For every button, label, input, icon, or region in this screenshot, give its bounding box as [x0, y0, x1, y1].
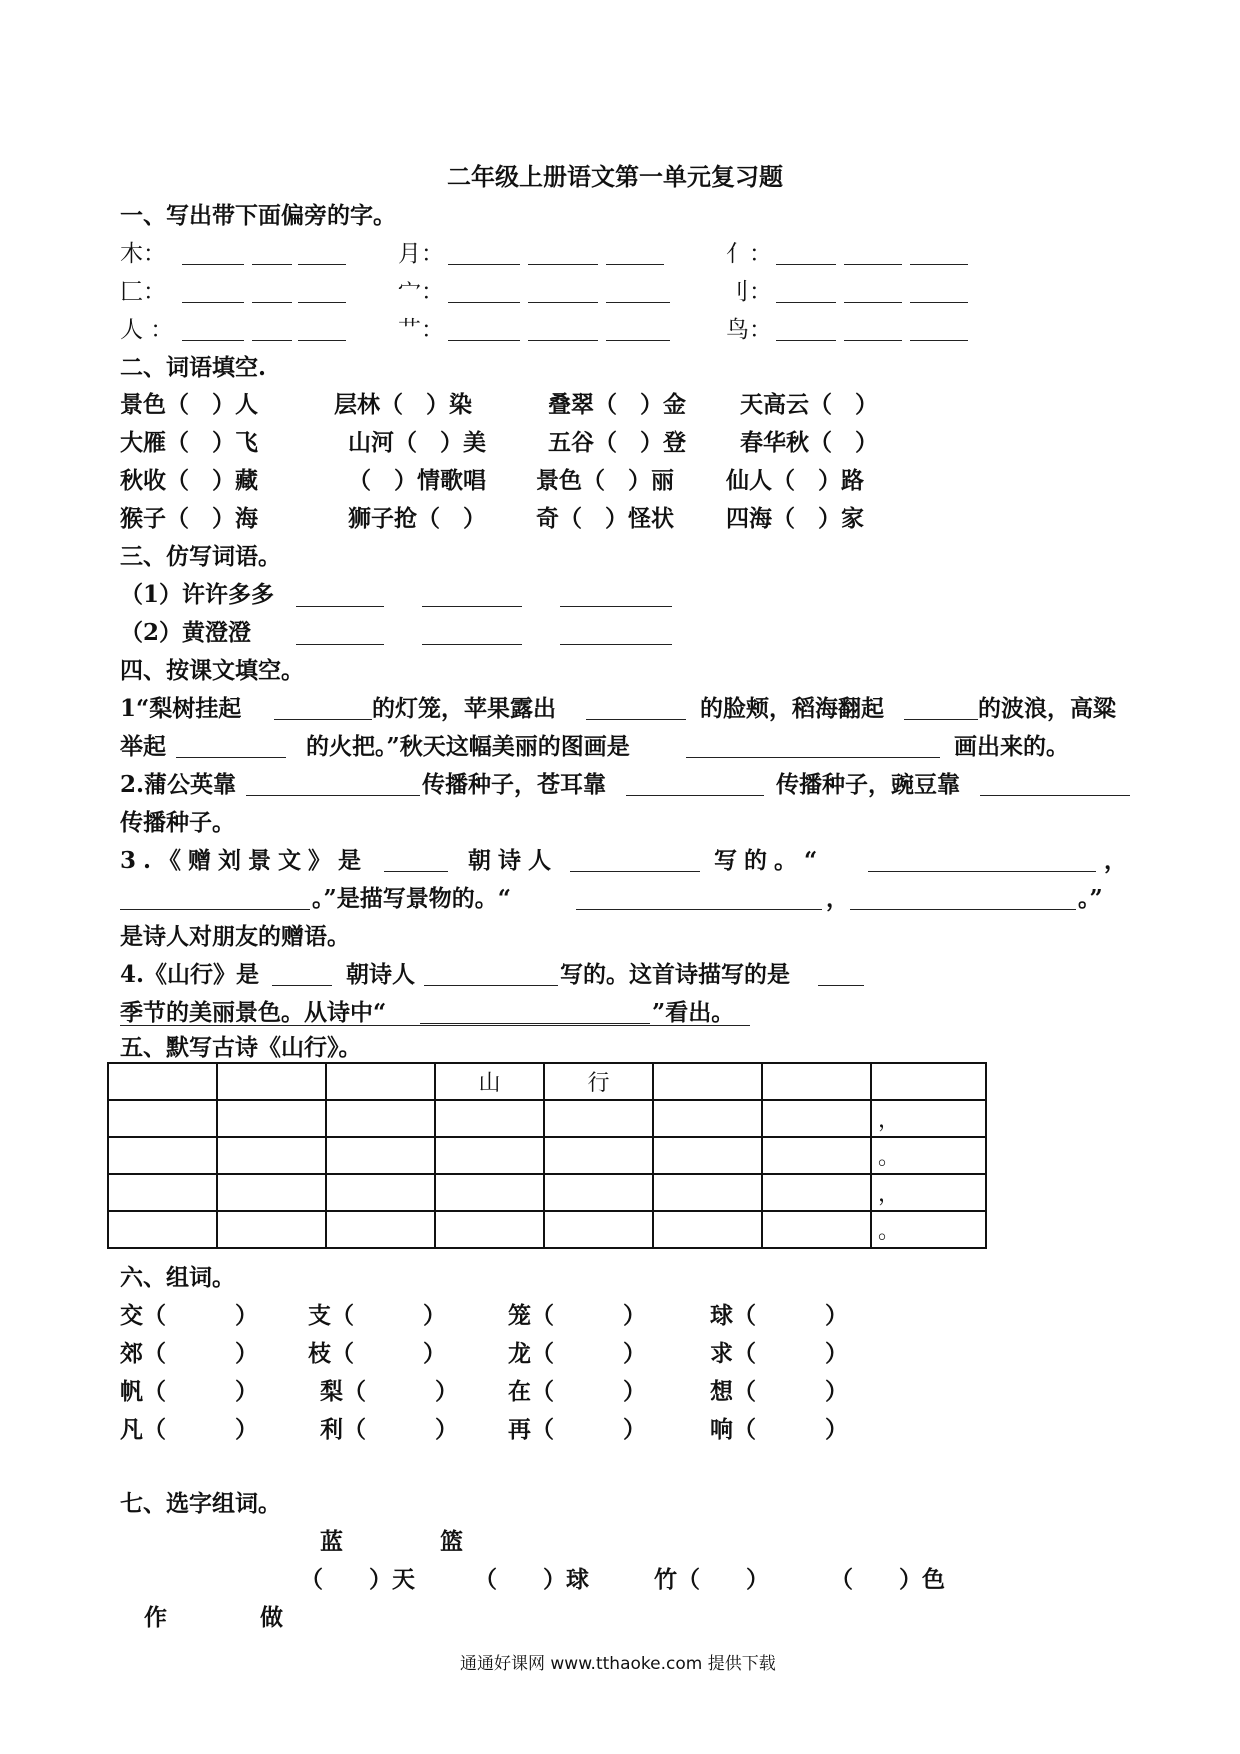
word-item: 凡（ ）	[120, 1416, 258, 1443]
word-item: 枝（ ）	[308, 1340, 446, 1367]
grid-cell[interactable]	[762, 1174, 871, 1211]
blank[interactable]	[422, 644, 522, 645]
word-item: 交（ ）	[120, 1302, 258, 1329]
grid-cell[interactable]	[217, 1174, 326, 1211]
grid-cell[interactable]	[762, 1137, 871, 1174]
idiom-item: （ ）情歌唱	[348, 467, 486, 494]
radical-label: 亻：	[726, 241, 772, 267]
blank[interactable]	[246, 795, 420, 796]
grid-cell[interactable]	[653, 1137, 762, 1174]
grid-cell[interactable]	[108, 1063, 217, 1100]
word-item: 帆（ ）	[120, 1378, 258, 1405]
blank[interactable]	[252, 340, 292, 341]
q2-text: 传播种子，苍耳靠	[422, 771, 606, 798]
section-3-heading: 三、仿写词语。	[120, 543, 281, 570]
blank[interactable]	[606, 264, 664, 265]
grid-cell[interactable]	[435, 1100, 544, 1137]
blank[interactable]	[560, 644, 672, 645]
poem-line-row	[108, 1137, 986, 1174]
grid-cell[interactable]	[108, 1211, 217, 1248]
word-item: 支（ ）	[308, 1302, 446, 1329]
section-2-heading: 二、词语填空.	[120, 354, 267, 381]
idiom-item: 山河（ ）美	[348, 429, 486, 456]
poem-grid	[107, 1062, 987, 1249]
idiom-item: 秋收（ ）藏	[120, 467, 258, 494]
word-item: 想（ ）	[710, 1378, 848, 1405]
idiom-item: 仙人（ ）路	[726, 467, 864, 494]
grid-cell[interactable]	[326, 1100, 435, 1137]
q3-text: 。”是描写景物的。“	[312, 885, 511, 912]
q1-text: 的火把。”秋天这幅美丽的图画是	[306, 733, 630, 760]
radical-label: 月：	[398, 241, 444, 267]
q4-text: 季节的美丽景色。从诗中“	[120, 999, 387, 1026]
blank[interactable]	[296, 606, 384, 607]
section-7-heading: 七、选字组词。	[120, 1490, 281, 1517]
q2-text: 2.蒲公英靠	[120, 771, 237, 798]
char-choice: 篮	[440, 1528, 463, 1555]
grid-cell[interactable]	[108, 1100, 217, 1137]
grid-cell[interactable]	[544, 1100, 653, 1137]
grid-cell[interactable]	[326, 1137, 435, 1174]
blank[interactable]	[980, 795, 1130, 796]
blank[interactable]	[910, 264, 968, 265]
blank[interactable]	[626, 795, 764, 796]
radical-label: 艹：	[398, 317, 444, 343]
q3-text: 3.《赠刘景文》是	[120, 847, 369, 874]
imitate-item-2: （2）黄澄澄	[120, 619, 252, 646]
grid-cell[interactable]: 山	[435, 1063, 544, 1100]
blank[interactable]	[868, 871, 1096, 872]
section-6-heading: 六、组词。	[120, 1264, 235, 1291]
blank[interactable]	[528, 302, 598, 303]
q2-text: 传播种子，豌豆靠	[776, 771, 960, 798]
poem-title-row	[108, 1063, 986, 1100]
poem-line-row	[108, 1174, 986, 1211]
q1-text: 的灯笼，苹果露出	[372, 695, 556, 722]
blank[interactable]	[448, 302, 520, 303]
q3-text: ，	[1104, 847, 1127, 874]
choice-fill: （ ）天	[300, 1566, 415, 1593]
radical-label: 匚：	[120, 279, 166, 305]
grid-cell[interactable]	[871, 1063, 986, 1100]
blank[interactable]	[844, 302, 902, 303]
q1-text: 1“梨树挂起	[120, 695, 242, 722]
choice-fill: （ ）色	[830, 1566, 945, 1593]
q4-text: 4.《山行》是	[120, 961, 260, 988]
idiom-item: 狮子抢（ ）	[348, 505, 486, 532]
radical-label: 木：	[120, 241, 166, 267]
idiom-item: 四海（ ）家	[726, 505, 864, 532]
word-item: 龙（ ）	[508, 1340, 646, 1367]
blank[interactable]	[850, 909, 1076, 910]
idiom-item: 景色（ ）丽	[536, 467, 674, 494]
idiom-item: 景色（ ）人	[120, 391, 258, 418]
poem-line-row	[108, 1211, 986, 1248]
blank[interactable]	[776, 340, 836, 341]
grid-cell-punct[interactable]: 。	[871, 1211, 986, 1248]
blank[interactable]	[570, 871, 700, 872]
blank[interactable]	[252, 302, 292, 303]
blank[interactable]	[422, 606, 522, 607]
grid-cell[interactable]	[217, 1063, 326, 1100]
grid-cell-punct[interactable]: ，	[871, 1100, 986, 1137]
blank[interactable]	[384, 871, 448, 872]
grid-cell[interactable]	[217, 1137, 326, 1174]
blank[interactable]	[274, 719, 372, 720]
word-item: 球（ ）	[710, 1302, 848, 1329]
grid-cell[interactable]	[217, 1211, 326, 1248]
grid-cell[interactable]	[217, 1100, 326, 1137]
blank[interactable]	[424, 985, 558, 986]
grid-cell[interactable]	[653, 1063, 762, 1100]
idiom-item: 奇（ ）怪状	[536, 505, 674, 532]
word-item: 再（ ）	[508, 1416, 646, 1443]
grid-cell[interactable]	[544, 1211, 653, 1248]
blank[interactable]	[844, 264, 902, 265]
q3-text: 是诗人对朋友的赠语。	[120, 923, 350, 950]
idiom-item: 叠翠（ ）金	[548, 391, 686, 418]
radical-label: 人 ：	[120, 317, 174, 343]
blank[interactable]	[182, 302, 244, 303]
grid-cell[interactable]	[326, 1174, 435, 1211]
choice-fill: （ ）球	[474, 1566, 589, 1593]
grid-cell[interactable]	[762, 1100, 871, 1137]
blank[interactable]	[176, 757, 286, 758]
char-choice: 蓝	[320, 1528, 343, 1555]
radical-label: 宀：	[398, 279, 444, 305]
blank[interactable]	[182, 340, 244, 341]
grid-cell-punct[interactable]: ，	[871, 1174, 986, 1211]
imitate-item-1: （1）许许多多	[120, 581, 275, 608]
underline	[120, 1025, 750, 1026]
char-choice: 做	[260, 1604, 283, 1631]
blank[interactable]	[586, 719, 686, 720]
q2-text: 传播种子。	[120, 809, 235, 836]
grid-cell[interactable]	[653, 1211, 762, 1248]
blank[interactable]	[606, 340, 670, 341]
section-4-heading: 四、按课文填空。	[120, 657, 304, 684]
blank[interactable]	[182, 264, 244, 265]
word-item: 在（ ）	[508, 1378, 646, 1405]
blank[interactable]	[910, 340, 968, 341]
blank[interactable]	[252, 264, 292, 265]
grid-cell[interactable]	[326, 1211, 435, 1248]
word-item: 郊（ ）	[120, 1340, 258, 1367]
blank[interactable]	[448, 340, 520, 341]
grid-cell[interactable]	[108, 1174, 217, 1211]
q3-text: 。”	[1078, 885, 1103, 912]
radical-label: 刂：	[726, 279, 772, 305]
blank[interactable]	[776, 264, 836, 265]
poem-line-row	[108, 1100, 986, 1137]
q3-text: 写的。“	[714, 847, 825, 874]
blank[interactable]	[844, 340, 902, 341]
blank[interactable]	[560, 606, 672, 607]
grid-cell[interactable]	[653, 1100, 762, 1137]
word-item: 求（ ）	[710, 1340, 848, 1367]
blank[interactable]	[448, 264, 520, 265]
idiom-item: 层林（ ）染	[334, 391, 472, 418]
char-choice: 作	[144, 1604, 167, 1631]
grid-cell[interactable]	[435, 1174, 544, 1211]
grid-cell[interactable]	[544, 1137, 653, 1174]
q4-text: ”看出。	[652, 999, 735, 1026]
idiom-item: 大雁（ ）飞	[120, 429, 258, 456]
section-1-heading: 一、写出带下面偏旁的字。	[120, 202, 396, 229]
q3-text: 朝诗人	[468, 847, 558, 874]
grid-cell-punct[interactable]: 。	[871, 1137, 986, 1174]
q1-text: 的波浪，高粱	[978, 695, 1116, 722]
idiom-item: 春华秋（ ）	[740, 429, 878, 456]
grid-cell[interactable]	[762, 1211, 871, 1248]
blank[interactable]	[904, 719, 978, 720]
grid-cell[interactable]	[544, 1174, 653, 1211]
blank[interactable]	[686, 757, 940, 758]
blank[interactable]	[272, 985, 332, 986]
blank[interactable]	[910, 302, 968, 303]
grid-cell[interactable]	[762, 1063, 871, 1100]
grid-cell[interactable]	[326, 1063, 435, 1100]
blank[interactable]	[420, 1023, 650, 1024]
grid-cell[interactable]	[435, 1211, 544, 1248]
blank[interactable]	[606, 302, 670, 303]
blank[interactable]	[120, 909, 310, 910]
choice-fill: 竹（ ）	[654, 1566, 769, 1593]
idiom-item: 五谷（ ）登	[548, 429, 686, 456]
radical-label: 鸟：	[726, 317, 772, 343]
word-item: 笼（ ）	[508, 1302, 646, 1329]
grid-cell[interactable]	[653, 1174, 762, 1211]
idiom-item: 天高云（ ）	[740, 391, 878, 418]
q1-text: 画出来的。	[954, 733, 1069, 760]
blank[interactable]	[818, 985, 864, 986]
word-item: 梨（ ）	[320, 1378, 458, 1405]
q1-text: 举起	[120, 733, 166, 760]
blank[interactable]	[576, 909, 822, 910]
word-item: 利（ ）	[320, 1416, 458, 1443]
page-title: 二年级上册语文第一单元复习题	[447, 162, 783, 191]
blank[interactable]	[528, 264, 598, 265]
blank[interactable]	[298, 302, 346, 303]
blank[interactable]	[296, 644, 384, 645]
blank[interactable]	[776, 302, 836, 303]
q4-text: 朝诗人	[346, 961, 415, 988]
idiom-item: 猴子（ ）海	[120, 505, 258, 532]
footer-credit: 通通好课网 www.tthaoke.com 提供下载	[460, 1654, 776, 1674]
grid-cell[interactable]: 行	[544, 1063, 653, 1100]
grid-cell[interactable]	[108, 1137, 217, 1174]
blank[interactable]	[298, 264, 346, 265]
blank[interactable]	[528, 340, 598, 341]
blank[interactable]	[298, 340, 346, 341]
word-item: 响（ ）	[710, 1416, 848, 1443]
section-5-heading: 五、默写古诗《山行》。	[120, 1034, 362, 1061]
q4-text: 写的。这首诗描写的是	[560, 961, 790, 988]
grid-cell[interactable]	[435, 1137, 544, 1174]
q1-text: 的脸颊，稻海翻起	[700, 695, 884, 722]
q3-text: ，	[826, 885, 849, 912]
